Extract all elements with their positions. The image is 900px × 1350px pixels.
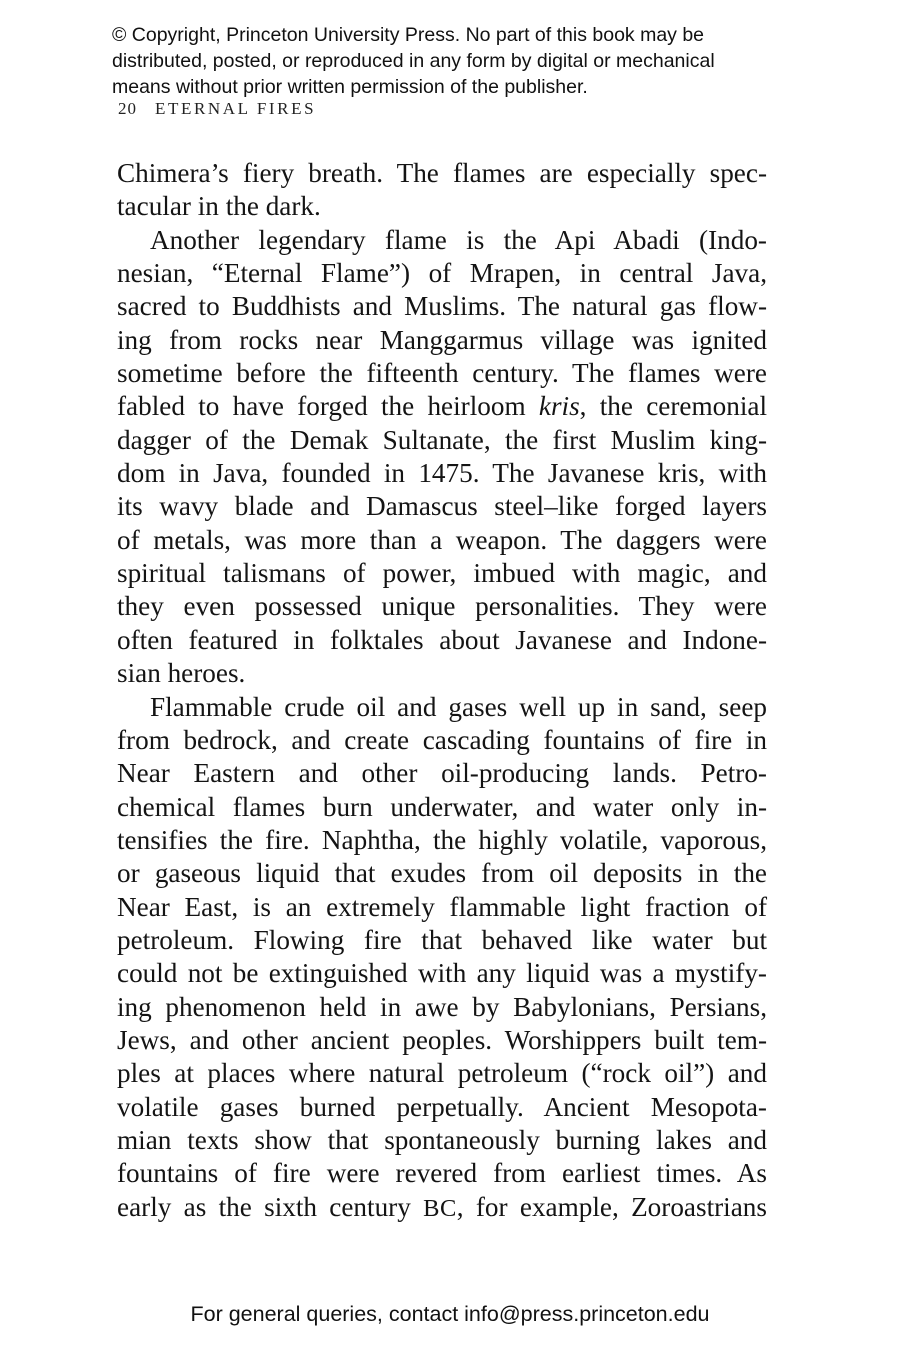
text-line: petroleum. Flowing fire that behaved like water but xyxy=(117,924,767,955)
text-line: they even possessed unique personalities. They were xyxy=(117,591,767,622)
text-line: Near East, is an extremely flammable light fraction of xyxy=(117,891,767,922)
text-line: from bedrock, and create cascading fountains of fire in xyxy=(117,724,767,755)
text-line: ing phenomenon held in awe by Babylonians, Persians, xyxy=(117,991,767,1022)
text-line: tensifies the fire. Naphtha, the highly volatile, vaporous, xyxy=(117,824,767,855)
copyright-line: means without prior written permission of the publisher. xyxy=(112,76,588,98)
text-line xyxy=(117,390,767,423)
running-head-title: ETERNAL FIRES xyxy=(155,99,317,118)
text-fragment: early as the sixth century xyxy=(117,1191,424,1222)
text-line: ples at places where natural petroleum (“rock oil”) and xyxy=(117,1058,767,1089)
text-line: mian texts show that spontaneously burning lakes and xyxy=(117,1124,767,1155)
copyright-notice xyxy=(112,22,812,100)
text-line: ing from rocks near Manggarmus village was ignited xyxy=(117,324,767,355)
body-text xyxy=(117,157,767,1225)
text-line: its wavy blade and Damascus steel–like forged layers xyxy=(117,491,767,522)
text-fragment: fabled to have forged the heirloom xyxy=(117,391,539,422)
copyright-line: © Copyright, Princeton University Press. No part of this book may be xyxy=(112,24,705,46)
text-line: Flammable crude oil and gases well up in sand, seep xyxy=(150,691,767,722)
copyright-line: distributed, posted, or reproduced in any form by digital or mechanical xyxy=(112,50,715,72)
text-line: dagger of the Demak Sultanate, the first Muslim king- xyxy=(117,424,767,455)
text-line: dom in Java, founded in 1475. The Javanese kris, with xyxy=(117,458,767,489)
footer-contact: For general queries, contact info@press.princeton.edu xyxy=(190,1302,710,1326)
text-line: spiritual talismans of power, imbued with magic, and xyxy=(117,558,767,589)
text-line: Chimera’s fiery breath. The flames are especially spec- xyxy=(117,158,767,188)
text-line: sian heroes. xyxy=(117,658,246,689)
text-line: could not be extinguished with any liquid was a mystify- xyxy=(117,958,767,989)
text-line: Near Eastern and other oil-producing lands. Petro- xyxy=(117,758,767,789)
running-head xyxy=(118,99,316,119)
text-line: chemical flames burn underwater, and water only in- xyxy=(117,791,767,822)
text-line: fountains of fire were revered from earliest times. As xyxy=(117,1158,767,1189)
text-line: sacred to Buddhists and Muslims. The natural gas flow- xyxy=(117,291,767,322)
text-line: often featured in folktales about Javanese and Indone- xyxy=(117,624,767,655)
text-line: Jews, and other ancient peoples. Worshippers built tem- xyxy=(117,1024,767,1055)
page-number: 20 xyxy=(118,99,137,118)
text-line: sometime before the fifteenth century. The flames were xyxy=(117,358,767,389)
text-fragment: , for example, Zoroastrians xyxy=(456,1191,767,1222)
text-line: tacular in the dark. xyxy=(117,191,321,222)
smallcaps-era: BC xyxy=(423,1194,457,1222)
text-line: Another legendary flame is the Api Abadi (Indo- xyxy=(150,224,767,255)
italic-term: kris xyxy=(538,391,580,422)
text-line: nesian, “Eternal Flame”) of Mrapen, in central Java, xyxy=(117,258,767,289)
text-line: or gaseous liquid that exudes from oil deposits in the xyxy=(117,858,767,889)
text-line: volatile gases burned perpetually. Ancient Mesopota- xyxy=(117,1091,767,1122)
text-line: of metals, was more than a weapon. The daggers were xyxy=(117,524,767,555)
text-fragment: , the ceremonial xyxy=(579,391,767,422)
text-line xyxy=(117,1191,767,1225)
